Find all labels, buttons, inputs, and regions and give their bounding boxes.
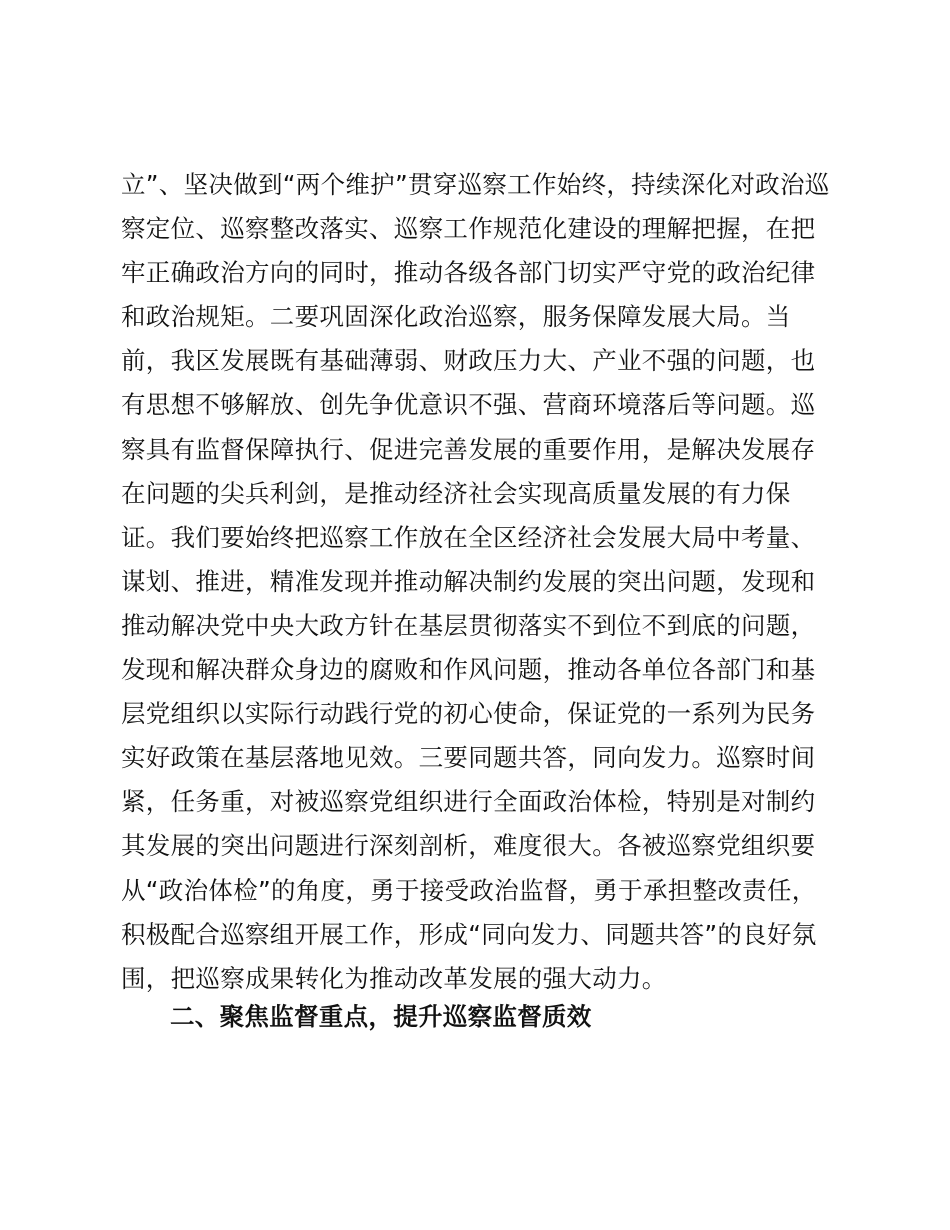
text-line: 从“政治体检”的角度，勇于接受政治监督，勇于承担整改责任， xyxy=(121,875,817,905)
text-line: 围，把巡察成果转化为推动改革发展的强大动力。 xyxy=(121,963,667,993)
text-line: 前，我区发展既有基础薄弱、财政压力大、产业不强的问题，也 xyxy=(121,346,816,376)
text-line: 积极配合巡察组开展工作，形成“同向发力、同题共答”的良好氛 xyxy=(121,919,817,949)
text-line: 在问题的尖兵利剑，是推动经济社会实现高质量发展的有力保 xyxy=(121,478,791,508)
text-line: 紧，任务重，对被巡察党组织进行全面政治体检，特别是对制约 xyxy=(121,787,816,817)
section-heading: 二、聚焦监督重点，提升巡察监督质效 xyxy=(170,1002,592,1031)
text-line: 证。我们要始终把巡察工作放在全区经济社会发展大局中考量、 xyxy=(121,522,816,552)
body-paragraph xyxy=(121,163,841,1001)
text-line: 牢正确政治方向的同时，推动各级各部门切实严守党的政治纪律 xyxy=(121,258,816,288)
text-line: 实好政策在基层落地见效。三要同题共答，同向发力。巡察时间 xyxy=(121,743,816,773)
text-line: 其发展的突出问题进行深刻剖析，难度很大。各被巡察党组织要 xyxy=(121,831,816,861)
text-line: 有思想不够解放、创先争优意识不强、营商环境落后等问题。巡 xyxy=(121,390,816,420)
text-line: 发现和解决群众身边的腐败和作风问题，推动各单位各部门和基 xyxy=(121,655,816,685)
text-line: 和政治规矩。二要巩固深化政治巡察，服务保障发展大局。当 xyxy=(121,302,791,332)
text-line: 察定位、巡察整改落实、巡察工作规范化建设的理解把握，在把 xyxy=(121,214,816,244)
text-line: 推动解决党中央大政方针在基层贯彻落实不到位不到底的问题， xyxy=(121,610,816,640)
text-line: 谋划、推进，精准发现并推动解决制约发展的突出问题，发现和 xyxy=(121,566,816,596)
text-line: 察具有监督保障执行、促进完善发展的重要作用，是解决发展存 xyxy=(121,434,816,464)
text-line: 立”、坚决做到“两个维护”贯穿巡察工作始终，持续深化对政治巡 xyxy=(121,170,830,199)
text-line: 层党组织以实际行动践行党的初心使命，保证党的一系列为民务 xyxy=(121,699,816,729)
